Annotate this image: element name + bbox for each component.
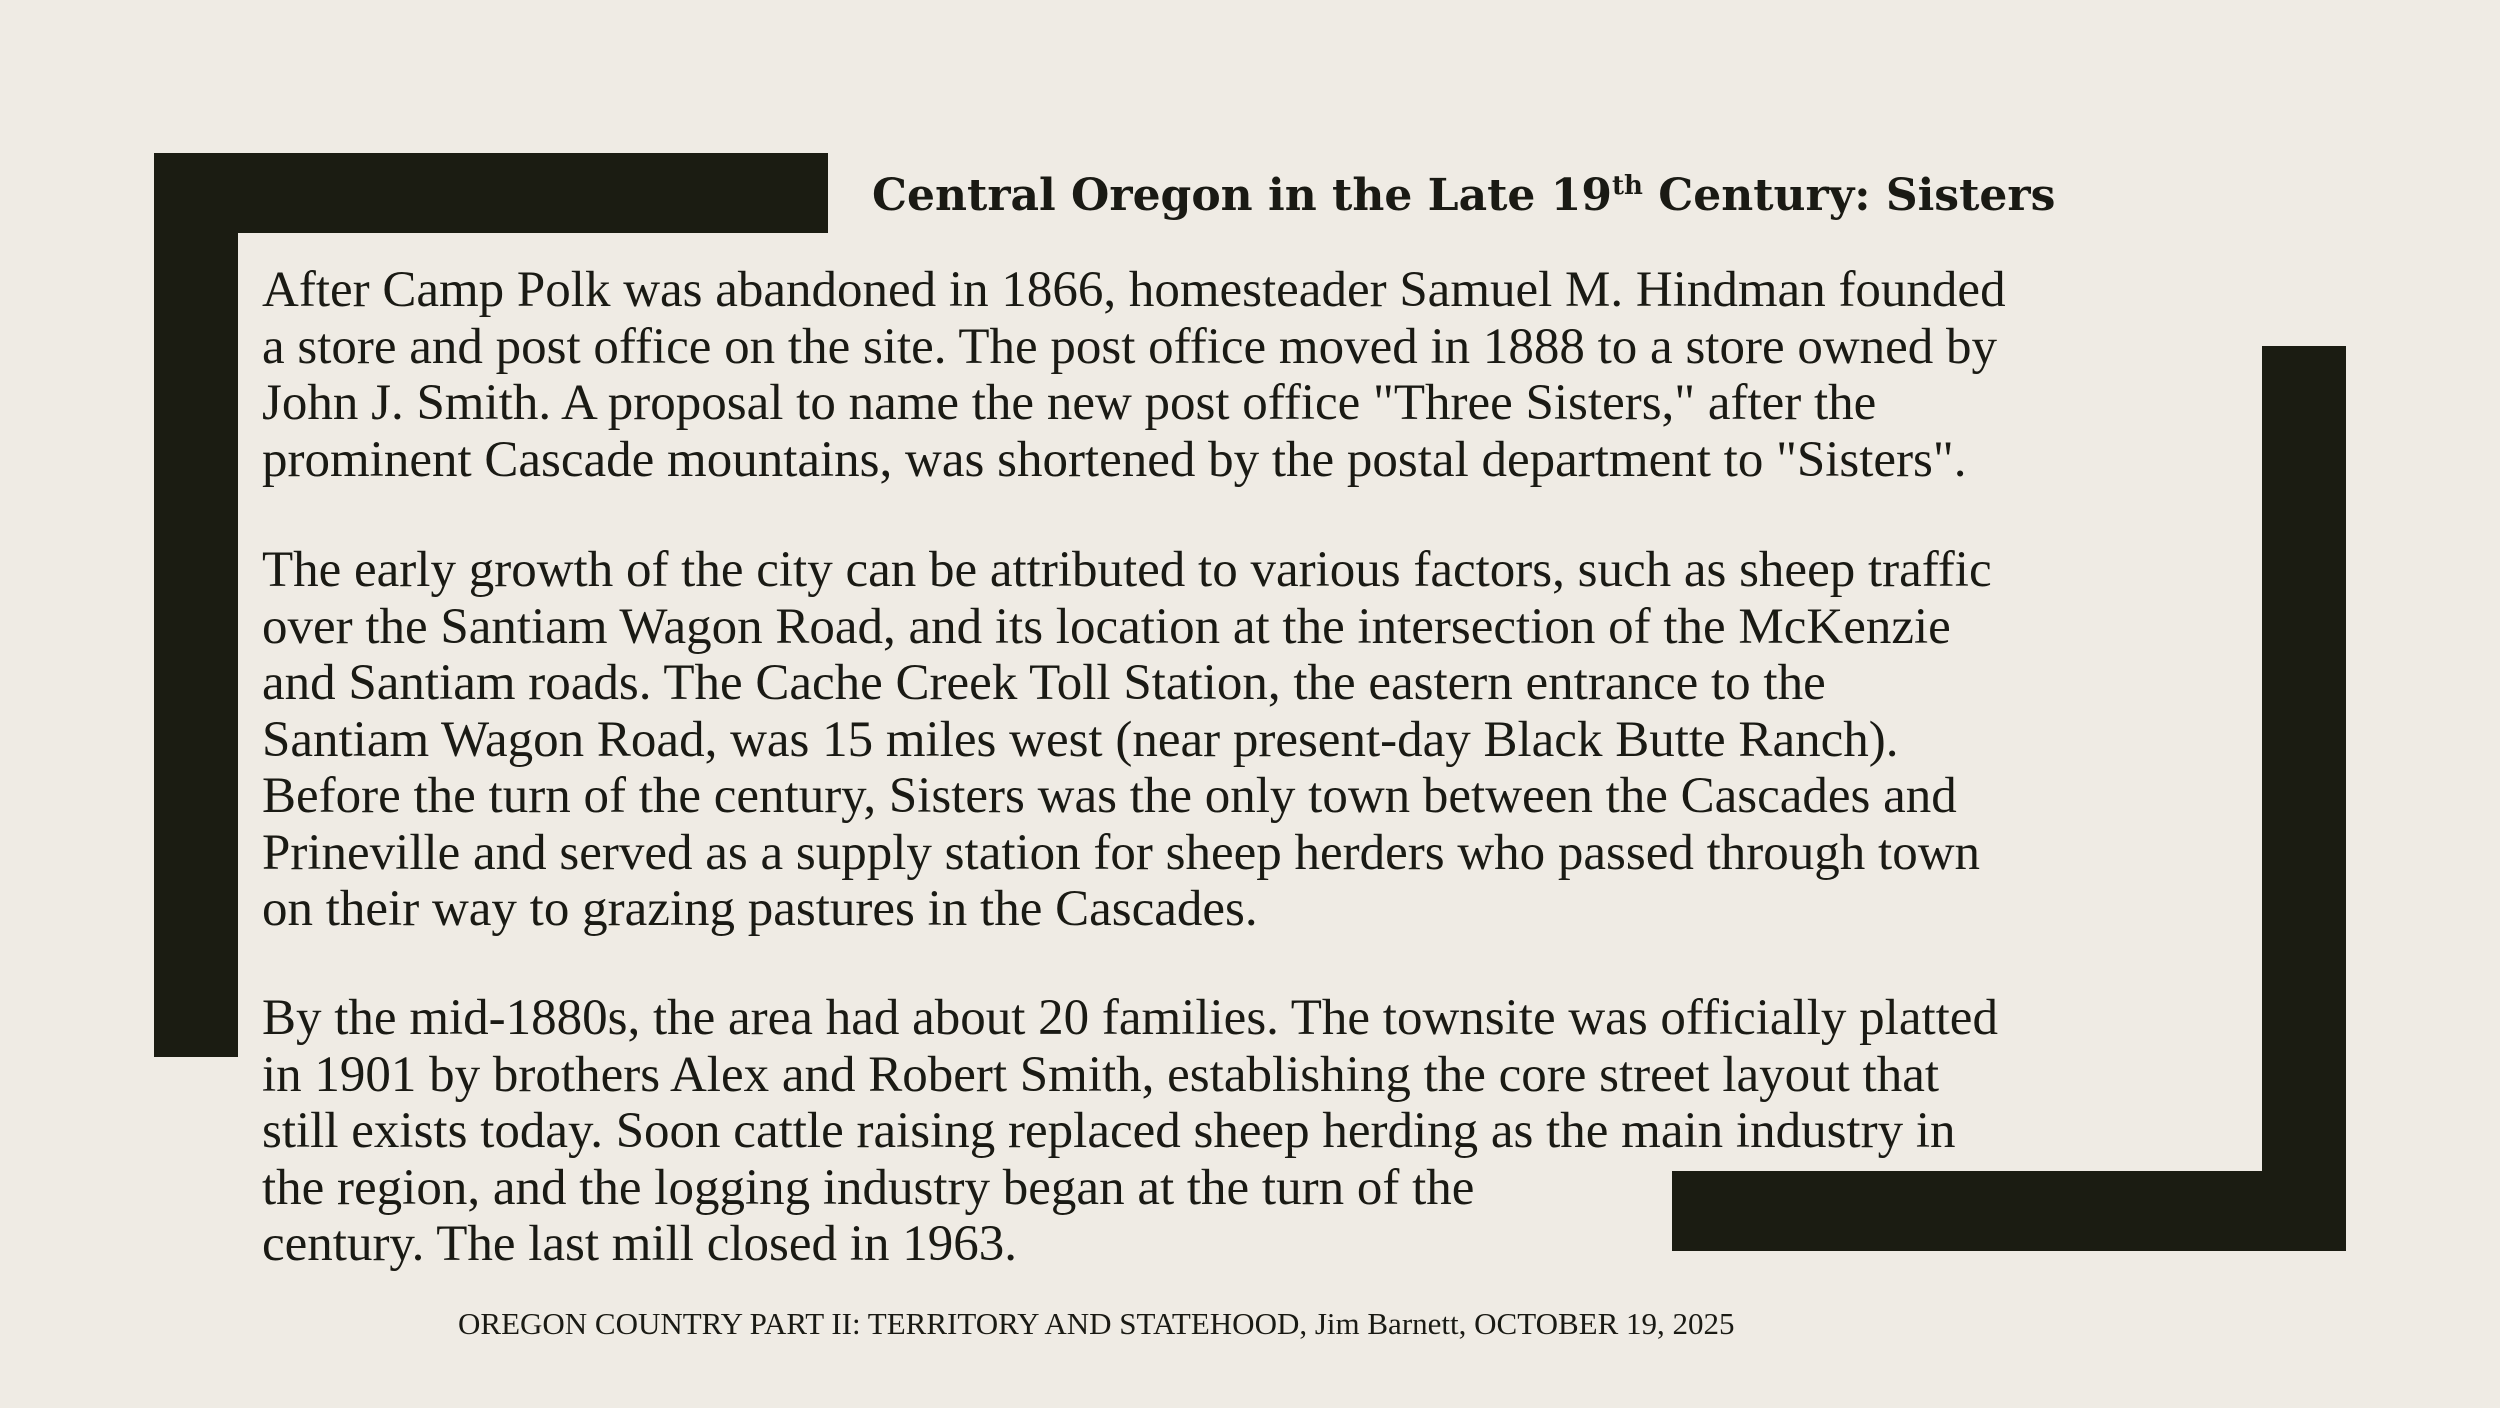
title-text-end: Century: Sisters: [1642, 170, 2056, 221]
paragraph-line: century. The last mill closed in 1963.: [262, 1216, 1017, 1272]
title-superscript: th: [1611, 171, 1643, 201]
paragraph-line: Prineville and served as a supply station for sheep herders who passed through town: [262, 824, 1981, 881]
paragraph-line: the region, and the logging industry began at the turn of the: [262, 1159, 1475, 1216]
paragraph-line: Before the turn of the century, Sisters was the only town between the Cascades and: [262, 768, 1957, 824]
paragraph-line: over the Santiam Wagon Road, and its location at the intersection of the McKenzie: [262, 598, 1951, 655]
paragraph-line: a store and post office on the site. The post office moved in 1888 to a store owned by: [262, 318, 1998, 375]
paragraph-line: on their way to grazing pastures in the Cascades.: [262, 881, 1258, 937]
paragraph-line: The early growth of the city can be attributed to various factors, such as sheep traffic: [262, 542, 1992, 598]
paragraph-line: and Santiam roads. The Cache Creek Toll Station, the eastern entrance to the: [262, 655, 1826, 711]
paragraph-line: prominent Cascade mountains, was shortened by the postal department to "Sisters".: [262, 431, 1967, 488]
paragraph-line: in 1901 by brothers Alex and Robert Smith, establishing the core street layout that: [262, 1046, 1940, 1103]
paragraph-camp-polk: [262, 262, 2006, 488]
paragraph-townsite: [262, 990, 1998, 1273]
paragraph-line: By the mid-1880s, the area had about 20 families. The townsite was officially platted: [262, 990, 1998, 1046]
paragraph-line: After Camp Polk was abandoned in 1866, homesteader Samuel M. Hindman founded: [262, 262, 2006, 318]
title-text-start: Central Oregon in the Late 19: [872, 170, 1612, 221]
top-left-bracket-side: [154, 153, 238, 1057]
paragraph-line: John J. Smith. A proposal to name the new post office "Three Sisters," after the: [262, 375, 1877, 431]
paragraph-line: still exists today. Soon cattle raising replaced sheep herding as the main industry in: [262, 1103, 1956, 1159]
slide-title: [872, 170, 2055, 223]
bottom-right-bracket-side: [2262, 346, 2346, 1251]
paragraph-early-growth: [262, 542, 1992, 938]
paragraph-line: Santiam Wagon Road, was 15 miles west (near present-day Black Butte Ranch).: [262, 711, 1899, 768]
top-left-bracket-bar: [154, 153, 828, 233]
footer-citation: OREGON COUNTRY PART II: TERRITORY AND STATEHOOD, Jim Barnett, OCTOBER 19, 2025: [458, 1306, 1735, 1341]
